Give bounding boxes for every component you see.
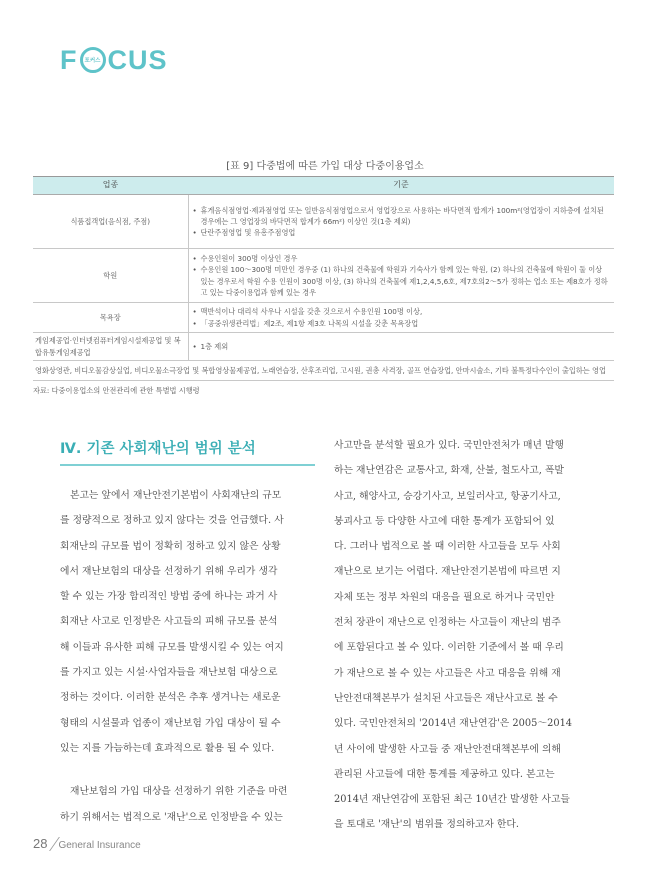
- row-category: 게임제공업·인터넷컴퓨터게임시설제공업 및 복합유통게임제공업: [33, 333, 188, 361]
- body-line: 회재난 사고로 인정받은 사고들의 피해 규모를 분석: [60, 616, 278, 628]
- body-line: 해 이들과 유사한 피해 규모를 발생시킬 수 있는 여지: [60, 641, 284, 653]
- table-row: [33, 249, 614, 303]
- logo-inner-text: 포커스: [84, 58, 101, 64]
- row-category: 식품접객업(음식점, 주점): [33, 195, 188, 249]
- body-line: 회재난의 규모를 법이 정확히 정하고 있지 않은 상황: [60, 540, 281, 552]
- body-line: 에 포함된다고 볼 수 있다. 이러한 기준에서 볼 때 우리: [334, 642, 564, 654]
- table-row: [33, 303, 614, 333]
- body-line: 년 사이에 발생한 사고들 중 재난안전대책본부에 의해: [334, 743, 561, 755]
- body-line: 가 재난으로 볼 수 있는 사고들은 사고 대응을 위해 재: [334, 667, 561, 679]
- body-line: 를 가지고 있는 시설·사업자들을 재난보험 대상으로: [60, 667, 278, 679]
- row-category: 목욕장: [33, 303, 188, 333]
- body-line: 형태의 시설물과 업종이 재난보험 가입 대상이 될 수: [60, 717, 281, 729]
- logo-letter-f: F: [60, 44, 78, 75]
- body-line: 본고는 앞에서 재난안전기본법이 사회재난의 규모: [70, 490, 282, 501]
- facilities-table: [33, 176, 614, 396]
- focus-logo: [60, 44, 168, 76]
- row-criteria: [188, 333, 614, 361]
- logo-circle-o: [80, 47, 106, 73]
- row-criteria: [188, 303, 614, 333]
- title-underline: [60, 464, 315, 466]
- table-source: 자료: 다중이용업소의 안전관리에 관한 특별법 시행령: [33, 386, 200, 396]
- body-line: 전처 장관이 재난으로 인정하는 사고들이 재난의 범주: [334, 617, 561, 629]
- table-caption: [표 9] 다중법에 따른 가입 대상 다중이용업소: [226, 161, 424, 172]
- body-line: 2014년 재난연감에 포함된 최근 10년간 발생한 사고들: [334, 794, 570, 806]
- criteria-item: • 수용인원이 300명 이상인 경우: [193, 253, 611, 264]
- criteria-item: • 단란주점영업 및 유흥주점영업: [193, 227, 611, 238]
- body-line: 정하는 것이다. 이러한 분석은 추후 생겨나는 새로운: [60, 692, 281, 704]
- section-title: Ⅳ. 기존 사회재난의 범위 분석: [60, 441, 256, 457]
- body-line: 사고만을 분석할 필요가 있다. 국민안전처가 매년 발행: [334, 440, 565, 451]
- body-line: 재난으로 보기는 어렵다. 재난안전기본법에 따르면 지: [334, 566, 561, 578]
- body-left-column: [60, 483, 315, 830]
- body-line: 재난보험의 가입 대상을 선정하기 위한 기준을 마련: [70, 786, 288, 798]
- paragraph-gap: [60, 761, 315, 779]
- row-criteria: [188, 195, 614, 249]
- table-row: [33, 333, 614, 361]
- body-right-column: [334, 433, 590, 838]
- table-row: [33, 195, 614, 249]
- row-criteria: [188, 249, 614, 303]
- body-line: 에서 재난보험의 대상을 선정하기 위해 우리가 생각: [60, 565, 278, 577]
- full-row-text: 영화상영관, 비디오물감상실업, 비디오물소극장업 및 복합영상물제공업, 노래연습장, 산후조리업, 고시원, 권총 사격장, 골프 연습장업, 안마시술소, 기타 불특정다수인이 출입하는 영업: [33, 361, 614, 381]
- table-row-full: [33, 361, 614, 381]
- criteria-item: • 맥반석이나 대리석 사우나 시설을 갖춘 것으로서 수용인원 100명 이상,: [193, 306, 611, 317]
- body-line: 를 정량적으로 정하고 있지 않다는 것을 언급했다. 사: [60, 515, 284, 527]
- body-line: 하는 재난연감은 교통사고, 화재, 산불, 철도사고, 폭발: [334, 465, 564, 477]
- body-line: 사고, 해양사고, 승강기사고, 보일러사고, 항공기사고,: [334, 490, 561, 502]
- header-criteria: 기준: [188, 177, 614, 195]
- page-number: 28: [33, 836, 48, 851]
- criteria-item: • 수용인원 100～300명 미만인 경우중 (1) 하나의 건축물에 학원과 기숙사가 함께 있는 학원, (2) 하나의 건축물에 학원이 둘 이상 있는 경우로서 학원 수용 인원이 300명 이상, (3) 하나의 건축물에 제1,2,4,5,6호, 제7호의2～5가 정하는 업소 또는 제8호가 정하고 있는 다중이용업과 함께 있는 경우: [193, 264, 611, 297]
- body-line: 을 토대로 '재난'의 범위를 정의하고자 한다.: [334, 819, 519, 831]
- criteria-item: • 휴게음식점영업·제과점영업 또는 일반음식점영업으로서 영업장으로 사용하는 바닥면적 합계가 100m²(영업장이 지하층에 설치된 경우에는 그 영업장의 바닥면적 합계가 66m²) 이상인 것(1층 제외): [193, 205, 611, 227]
- body-line: 할 수 있는 가장 합리적인 방법 중에 하나는 과거 사: [60, 591, 278, 603]
- logo-letters-cus: CUS: [107, 44, 168, 75]
- body-line: 관리된 사고들에 대한 통계를 제공하고 있다. 본고는: [334, 768, 555, 780]
- body-line: 난안전대책본부가 설치된 사고들은 재난사고로 볼 수: [334, 692, 558, 704]
- criteria-item: • 1층 제외: [193, 341, 611, 352]
- body-line: 있는 지를 가늠하는데 효과적으로 활용 될 수 있다.: [60, 742, 275, 754]
- row-category: 학원: [33, 249, 188, 303]
- criteria-item: • 「공중위생관리법」제2조, 제1항 제3호 나목의 시설을 갖춘 목욕장업: [193, 318, 611, 329]
- body-line: 있다. 국민안전처의 '2014년 재난연감'은 2005～2014: [334, 718, 573, 730]
- body-line: 붕괴사고 등 다양한 사고에 대한 통계가 포함되어 있: [334, 515, 555, 527]
- page-footer: [33, 836, 141, 851]
- header-industry: 업종: [33, 177, 188, 195]
- table-header-row: [33, 177, 614, 195]
- body-line: 하기 위해서는 법적으로 '재난'으로 인정받을 수 있는: [60, 811, 283, 823]
- publication-name: General Insurance: [58, 840, 141, 851]
- body-line: 자체 또는 정부 차원의 대응을 필요로 하거나 국민안: [334, 591, 555, 603]
- body-line: 다. 그러나 법적으로 볼 때 이러한 사고들을 모두 사회: [334, 541, 561, 553]
